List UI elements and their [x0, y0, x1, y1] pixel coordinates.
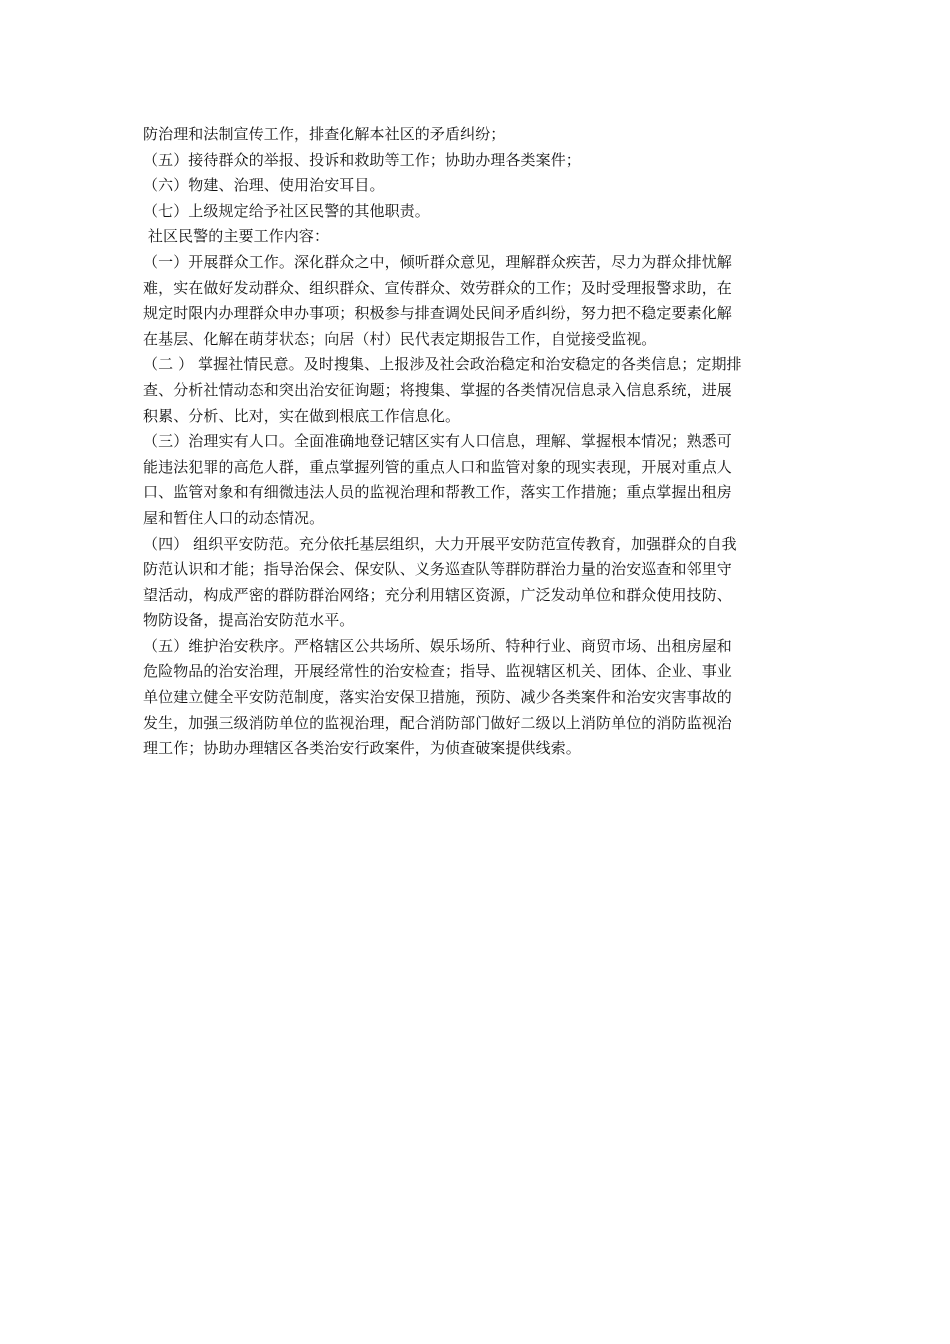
- text-line: 积累、分析、比对，实在做到根底工作信息化。: [143, 406, 461, 425]
- text-line: 危险物品的治安治理，开展经常性的治安检查；指导、监视辖区机关、团体、企业、事业: [143, 662, 732, 681]
- text-line: （七）上级规定给予社区民警的其他职责。: [143, 201, 430, 220]
- text-line: 在基层、化解在萌芽状态；向居（村）民代表定期报告工作，自觉接受监视。: [143, 329, 657, 348]
- text-line: 能违法犯罪的高危人群，重点掌握列管的重点人口和监管对象的现实表现，开展对重点人: [143, 457, 732, 476]
- text-line: 难，实在做好发动群众、组织群众、宣传群众、效劳群众的工作；及时受理报警求助，在: [143, 278, 732, 297]
- text-line: （五）维护治安秩序。严格辖区公共场所、娱乐场所、特种行业、商贸市场、出租房屋和: [143, 636, 732, 655]
- document-page: [143, 122, 809, 762]
- text-line: 理工作；协助办理辖区各类治安行政案件，为侦查破案提供线索。: [143, 739, 581, 758]
- text-line: 防范认识和才能；指导治保会、保安队、义务巡查队等群防群治力量的治安巡查和邻里守: [143, 560, 732, 579]
- text-line: 发生，加强三级消防单位的监视治理，配合消防部门做好二级以上消防单位的消防监视治: [143, 713, 732, 732]
- text-line: 口、监管对象和有细微违法人员的监视治理和帮教工作，落实工作措施；重点掌握出租房: [143, 483, 732, 502]
- text-line: 单位建立健全平安防范制度，落实治安保卫措施，预防、减少各类案件和治安灾害事故的: [143, 688, 732, 707]
- text-line: 物防设备，提高治安防范水平。: [143, 611, 355, 630]
- text-line: （二 ） 掌握社情民意。及时搜集、上报涉及社会政治稳定和治安稳定的各类信息；定期排: [143, 355, 742, 374]
- text-line: 望活动，构成严密的群防群治网络；充分利用辖区资源，广泛发动单位和群众使用技防、: [143, 585, 732, 604]
- section-heading: 社区民警的主要工作内容：: [143, 227, 330, 246]
- text-line: （六）物建、治理、使用治安耳目。: [143, 176, 385, 195]
- text-line: （一）开展群众工作。深化群众之中，倾听群众意见，理解群众疾苦，尽力为群众排忧解: [143, 252, 732, 271]
- text-line: 查、分析社情动态和突出治安征询题；将搜集、掌握的各类情况信息录入信息系统，进展: [143, 380, 732, 399]
- text-line: 规定时限内办理群众申办事项；积极参与排查调处民间矛盾纠纷，努力把不稳定要素化解: [143, 304, 732, 323]
- text-line: 屋和暂住人口的动态情况。: [143, 508, 325, 527]
- text-line: 防治理和法制宣传工作，排查化解本社区的矛盾纠纷；: [143, 125, 506, 143]
- text-line: （三）治理实有人口。全面准确地登记辖区实有人口信息，理解、掌握根本情况；熟悉可: [143, 432, 732, 451]
- text-line: （四） 组织平安防范。充分依托基层组织，大力开展平安防范宣传教育，加强群众的自我: [143, 534, 737, 553]
- text-line: （五）接待群众的举报、投诉和救助等工作；协助办理各类案件；: [143, 150, 581, 169]
